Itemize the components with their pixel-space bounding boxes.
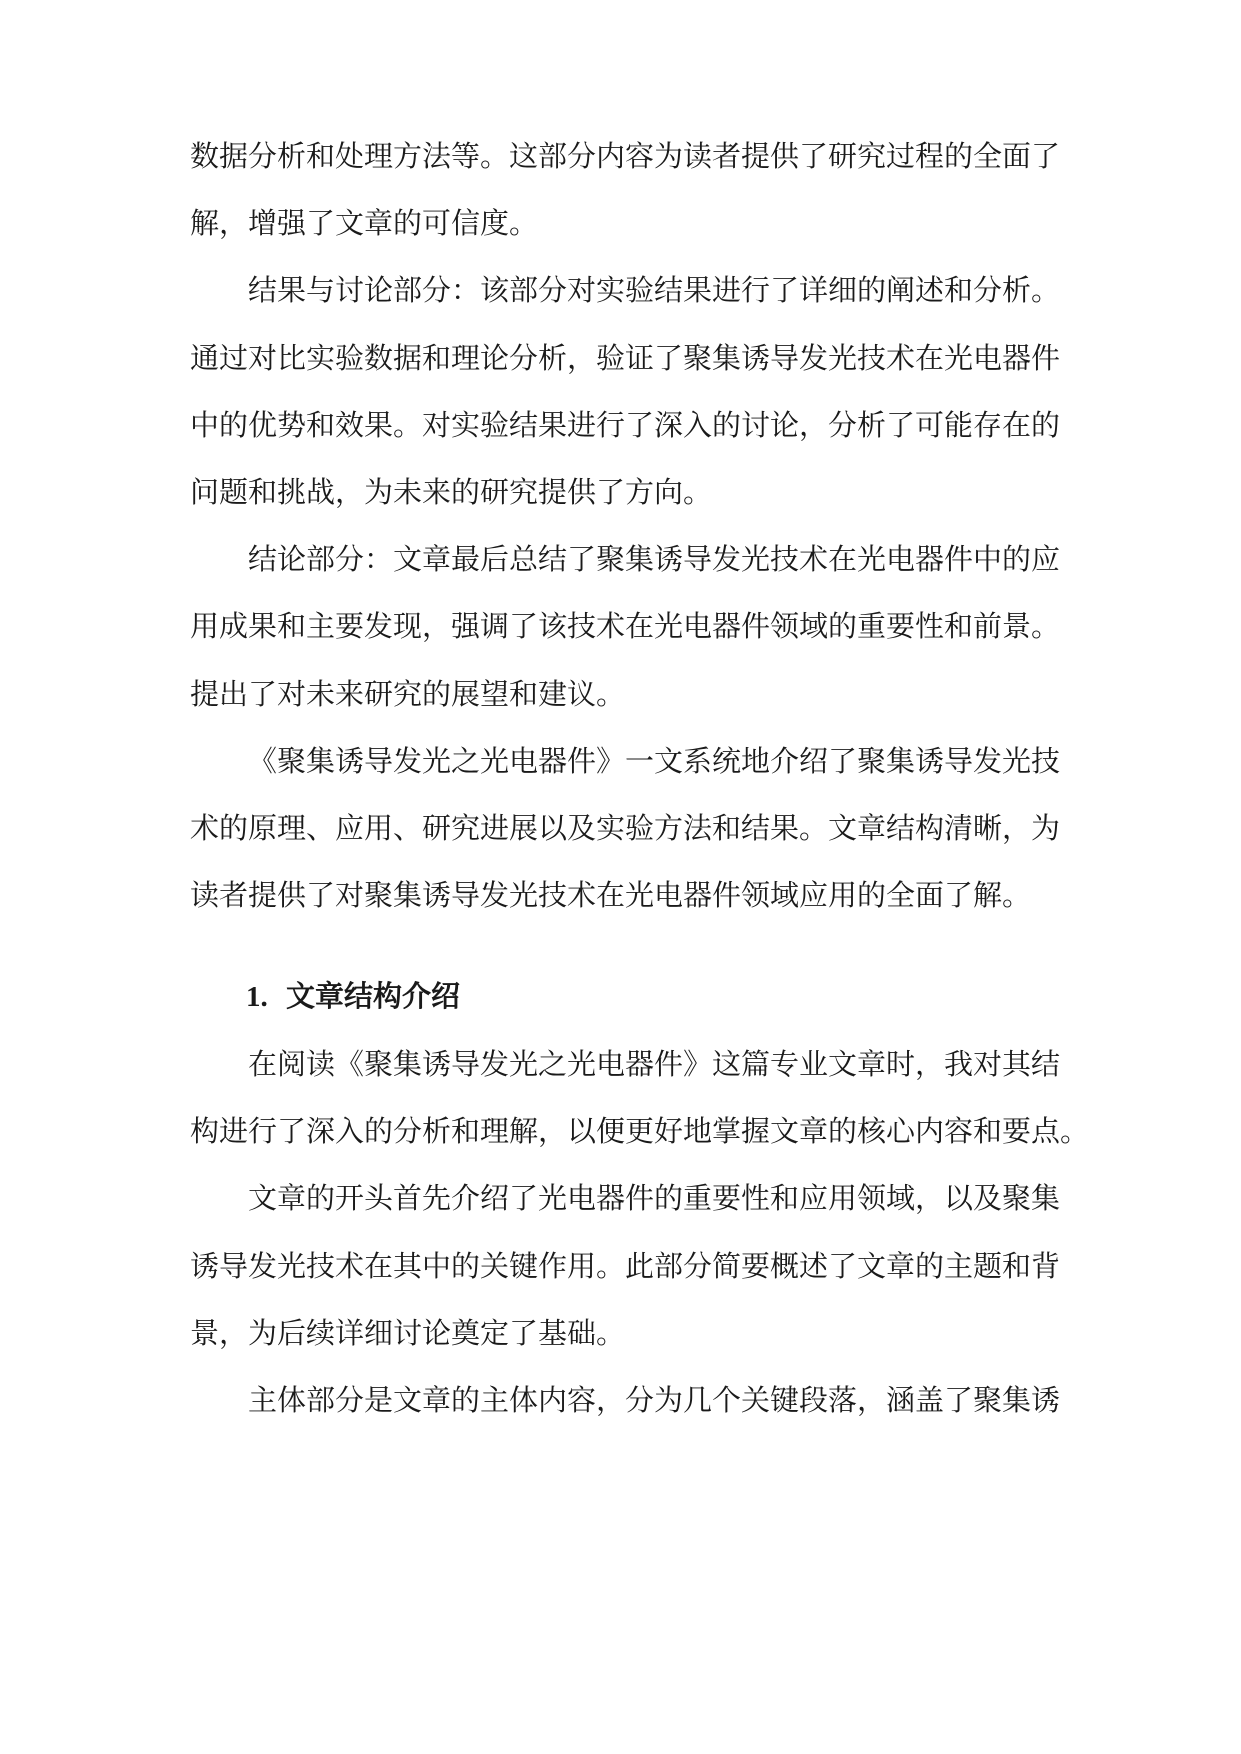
paragraph-line: 构进行了深入的分析和理解，以便更好地掌握文章的核心内容和要点。 — [190, 1114, 1090, 1148]
paragraph-line: 通过对比实验数据和理论分析，验证了聚集诱导发光技术在光电器件 — [190, 341, 1061, 375]
paragraph-line: 解，增强了文章的可信度。 — [190, 206, 539, 240]
paragraph-line: 用成果和主要发现，强调了该技术在光电器件领域的重要性和前景。 — [190, 609, 1061, 643]
paragraph-line: 读者提供了对聚集诱导发光技术在光电器件领域应用的全面了解。 — [190, 878, 1032, 912]
paragraph-line: 术的原理、应用、研究进展以及实验方法和结果。文章结构清晰，为 — [190, 811, 1061, 845]
paragraph-line: 诱导发光技术在其中的关键作用。此部分简要概述了文章的主题和背 — [190, 1249, 1061, 1283]
section-title: 文章结构介绍 — [286, 979, 461, 1013]
paragraph-line: 数据分析和处理方法等。这部分内容为读者提供了研究过程的全面了 — [190, 139, 1061, 173]
paragraph-line: 文章的开头首先介绍了光电器件的重要性和应用领域，以及聚集 — [248, 1181, 1061, 1215]
paragraph-line: 结论部分：文章最后总结了聚集诱导发光技术在光电器件中的应 — [248, 542, 1061, 576]
paragraph-line: 在阅读《聚集诱导发光之光电器件》这篇专业文章时，我对其结 — [248, 1047, 1061, 1081]
section-heading — [246, 976, 846, 1016]
paragraph-line: 主体部分是文章的主体内容，分为几个关键段落，涵盖了聚集诱 — [248, 1383, 1061, 1417]
paragraph-line: 提出了对未来研究的展望和建议。 — [190, 677, 626, 711]
paragraph-line: 中的优势和效果。对实验结果进行了深入的讨论，分析了可能存在的 — [190, 408, 1061, 442]
paragraph-line: 问题和挑战，为未来的研究提供了方向。 — [190, 475, 713, 509]
paragraph-line: 景，为后续详细讨论奠定了基础。 — [190, 1316, 626, 1350]
section-number: 1. — [246, 981, 268, 1013]
paragraph-line: 结果与讨论部分：该部分对实验结果进行了详细的阐述和分析。 — [248, 273, 1061, 307]
paragraph-line: 《聚集诱导发光之光电器件》一文系统地介绍了聚集诱导发光技 — [248, 744, 1061, 778]
